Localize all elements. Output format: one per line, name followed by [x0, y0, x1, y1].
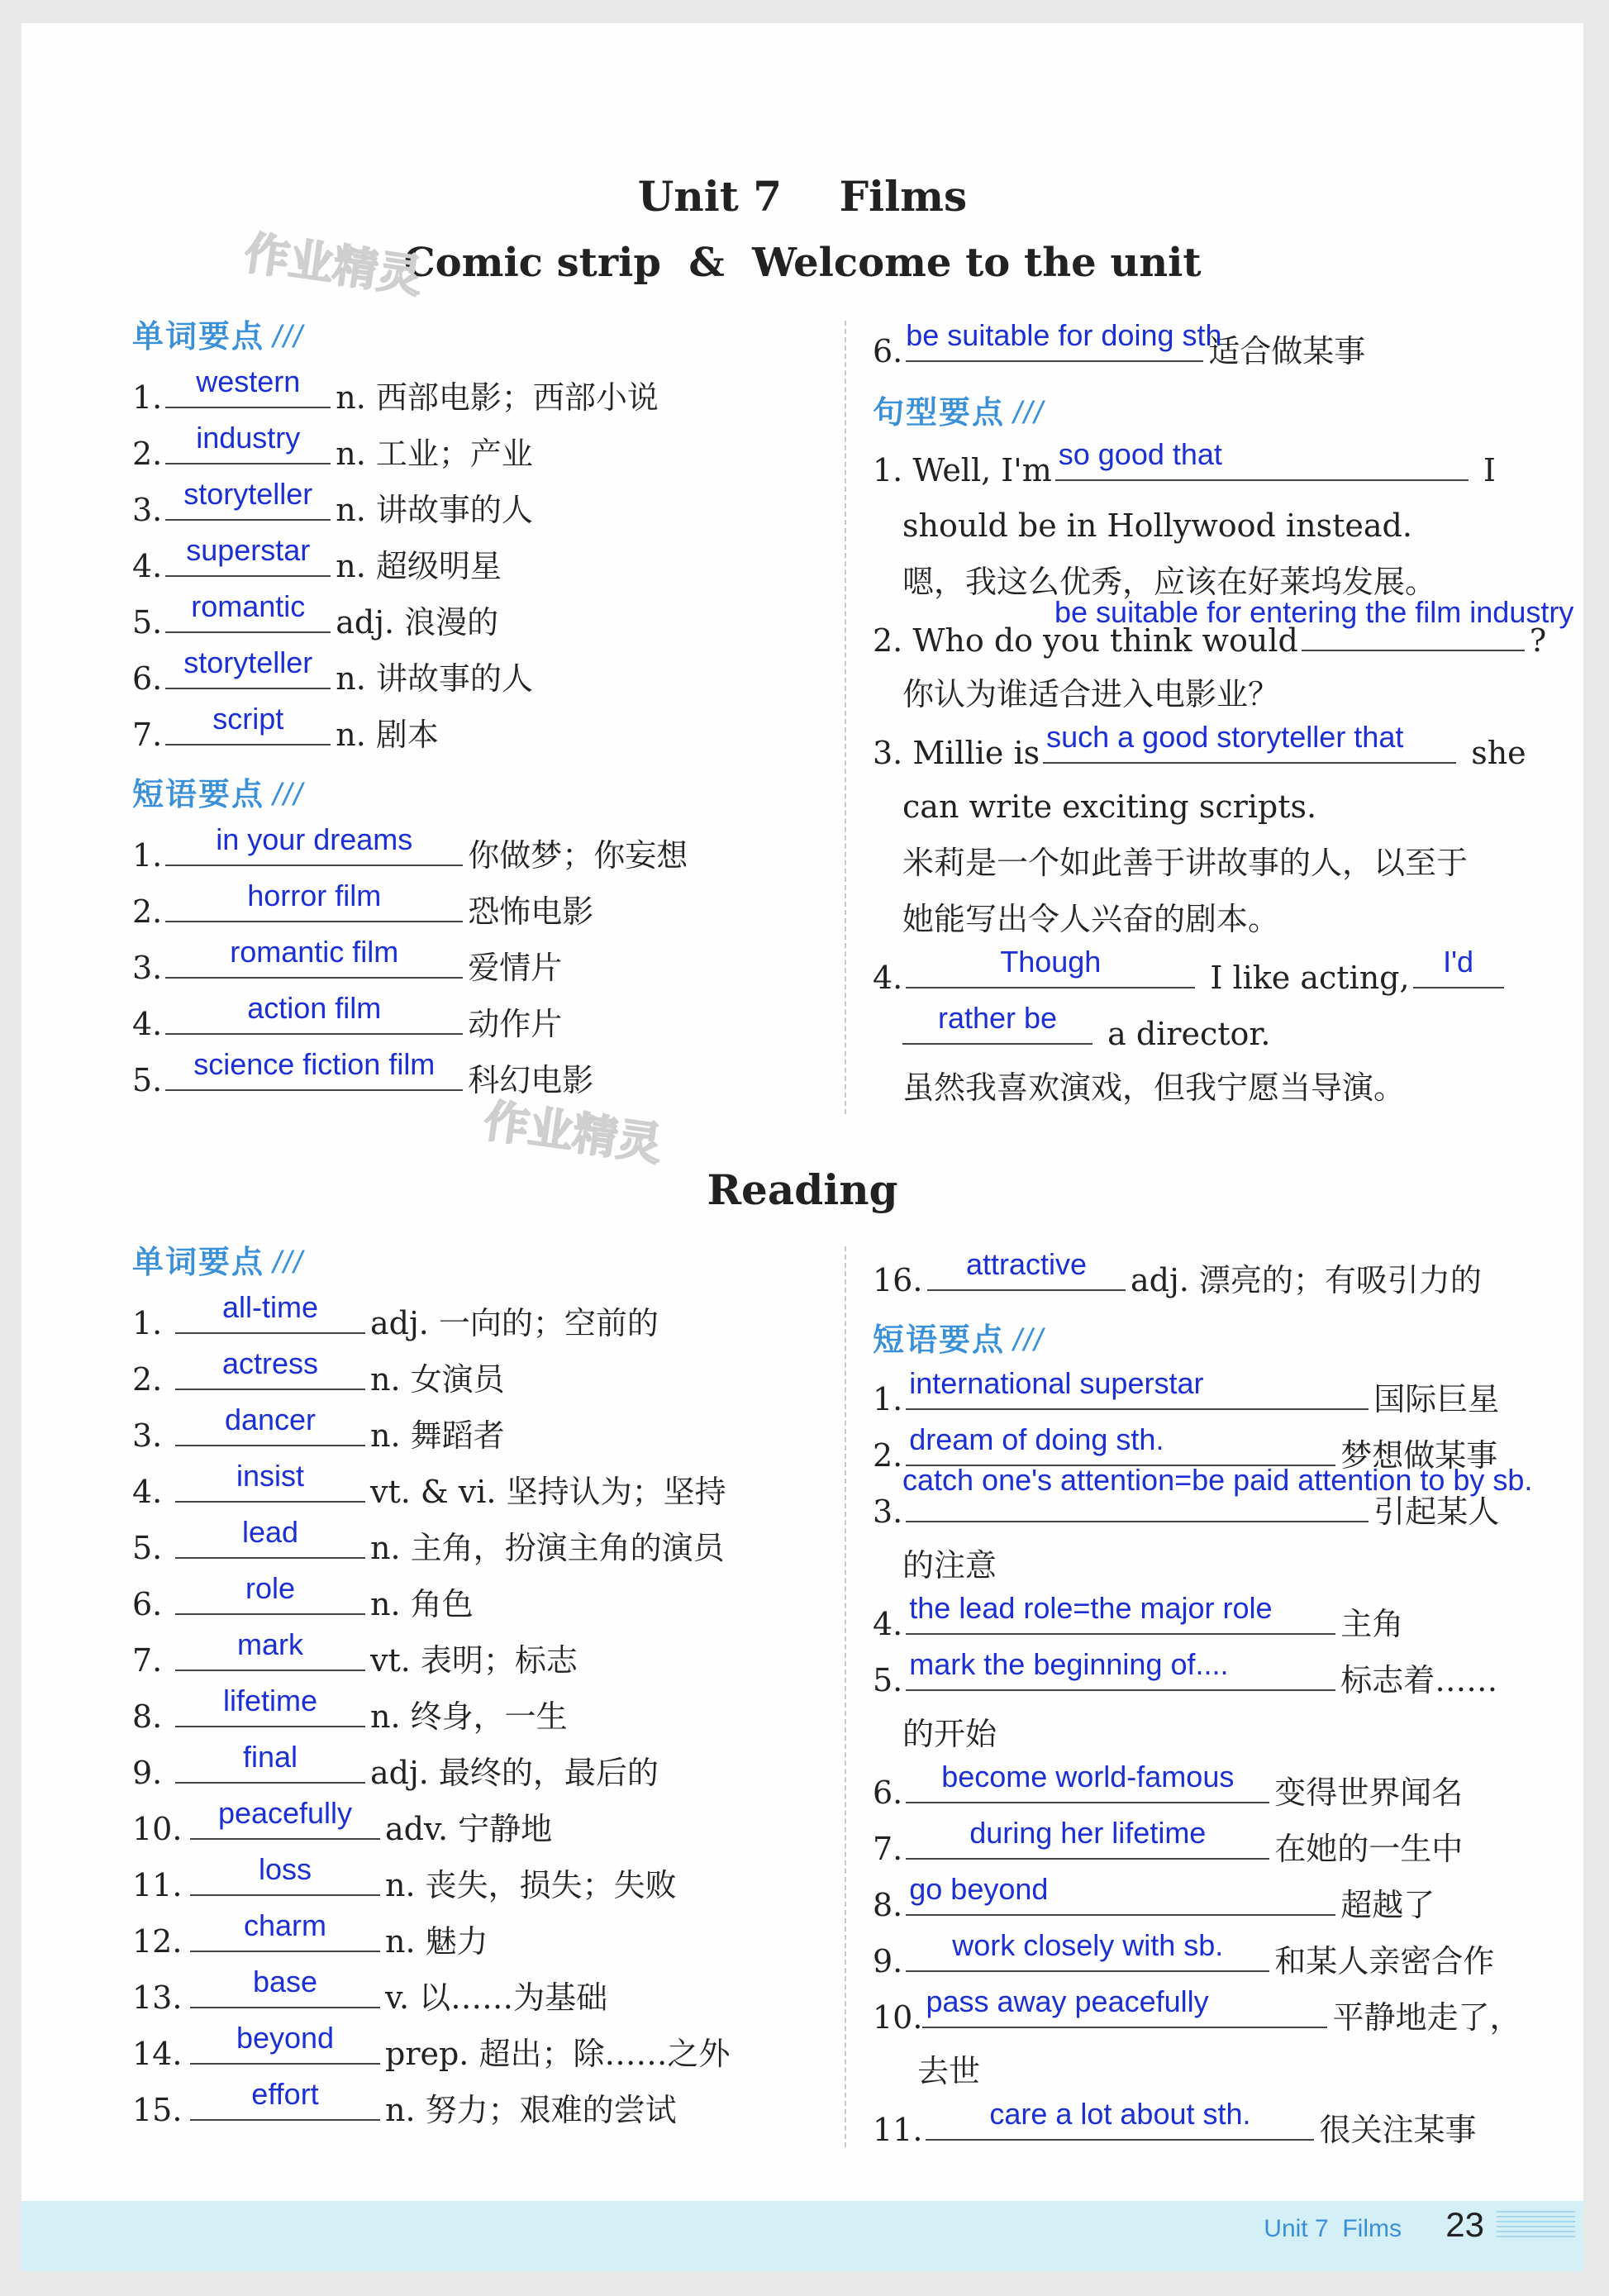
footer-decoration — [1497, 2211, 1575, 2241]
list-item: 6. role n. 角色 — [132, 1582, 474, 1624]
heading-slashes: /// — [273, 320, 304, 355]
answer-text: industry — [196, 421, 301, 455]
answer-text: storyteller — [183, 645, 313, 679]
list-item: 6. storyteller n. 讲故事的人 — [132, 656, 533, 698]
worksheet-page — [21, 23, 1583, 2271]
footer-unit-label: Unit 7 Films — [1264, 2215, 1402, 2242]
list-item: 1. all-time adj. 一向的；空前的 — [132, 1301, 659, 1343]
list-item: 13. base v. 以……为基础 — [132, 1975, 607, 2017]
sentence-line: rather be a director. — [902, 1012, 1270, 1054]
answer-text: base — [252, 1965, 318, 1998]
heading-slashes: /// — [1013, 396, 1045, 431]
answer-text: insist — [236, 1459, 305, 1493]
sentence-translation: 她能写出令人兴奋的剧本。 — [902, 901, 1280, 937]
section-subtitle: Comic strip & Welcome to the unit — [403, 240, 1202, 286]
watermark-middle: 作业精灵 — [481, 1094, 665, 1171]
answer-text: attractive — [965, 1247, 1088, 1281]
list-item: 14. beyond prep. 超出；除……之外 — [132, 2032, 730, 2074]
heading-label: 单词要点 — [132, 320, 265, 355]
reading-title: Reading — [707, 1165, 898, 1214]
answer-text: mark — [237, 1627, 303, 1661]
list-item: 15. effort n. 努力；艰难的尝试 — [132, 2088, 677, 2130]
list-item: 10. pass away peacefully 平静地走了， — [873, 1995, 1521, 2037]
list-item: 9. final adj. 最终的，最后的 — [132, 1751, 659, 1793]
list-item: 1. in your dreams 你做梦；你妄想 — [132, 833, 688, 875]
answer-text: care a lot about sth. — [989, 2097, 1251, 2131]
heading-label: 短语要点 — [132, 778, 265, 812]
answer-text: lifetime — [222, 1684, 318, 1717]
list-item: 2. horror film 恐怖电影 — [132, 889, 593, 931]
list-item: 4. superstar n. 超级明星 — [132, 544, 502, 586]
answer-text: international superstar — [909, 1366, 1204, 1400]
list-item: 9. work closely with sb. 和某人亲密合作 — [873, 1939, 1494, 1981]
heading-label: 短语要点 — [873, 1323, 1006, 1358]
list-item: 11. care a lot about sth. 很关注某事 — [873, 2108, 1476, 2150]
answer-text: dancer — [224, 1403, 317, 1436]
answer-text: romantic — [191, 589, 306, 623]
answer-text: role — [245, 1571, 296, 1605]
list-item: 2. actress n. 女演员 — [132, 1357, 505, 1399]
answer-text: charm — [243, 1908, 327, 1942]
answer-text: script — [212, 702, 284, 736]
list-item: 2. dream of doing sth. 梦想做某事 — [873, 1433, 1497, 1475]
answer-text: be suitable for doing sth — [906, 318, 1222, 352]
list-item: 5. mark the beginning of.... 标志着…… — [873, 1658, 1497, 1700]
list-item-continuation: 的注意 — [902, 1547, 997, 1584]
sentence-translation: 虽然我喜欢演戏，但我宁愿当导演。 — [902, 1069, 1406, 1106]
list-item: 7. script n. 剧本 — [132, 712, 439, 755]
words-heading-1 — [132, 311, 304, 356]
list-item: 6. be suitable for doing sth 适合做某事 — [873, 329, 1365, 371]
answer-text: romantic film — [230, 935, 399, 969]
heading-slashes: /// — [273, 778, 304, 812]
list-item: 3. romantic film 爱情片 — [132, 946, 562, 988]
answer-text: horror film — [247, 879, 382, 912]
list-item: 3. storyteller n. 讲故事的人 — [132, 488, 533, 530]
answer-text: actress — [221, 1346, 319, 1380]
answer-text: lead — [241, 1515, 299, 1549]
column-divider-bottom — [845, 1246, 846, 2147]
list-item: 1. international superstar 国际巨星 — [873, 1377, 1499, 1419]
answer-text: science fiction film — [193, 1047, 436, 1081]
answer-text: rather be — [937, 1001, 1058, 1035]
answer-text: all-time — [221, 1290, 318, 1324]
list-item: 2. industry n. 工业；产业 — [132, 431, 533, 474]
answer-text: peacefully — [217, 1796, 353, 1830]
list-item: 5. science fiction film 科幻电影 — [132, 1058, 593, 1100]
answer-text: the lead role=the major role — [909, 1591, 1273, 1625]
column-divider-top — [845, 321, 846, 1114]
sentence-item: 3. Millie is such a good storyteller that she — [873, 731, 1526, 773]
list-item: 11. loss n. 丧失，损失；失败 — [132, 1863, 677, 1905]
answer-text: catch one's attention=be paid attention to by sb. — [902, 1463, 1533, 1497]
watermark-top: 作业精灵 — [241, 226, 426, 303]
heading-label: 单词要点 — [132, 1246, 265, 1280]
sentence-translation: 嗯，我这么优秀，应该在好莱坞发展。 — [902, 564, 1437, 600]
answer-text: action film — [247, 991, 382, 1025]
sentence-line: should be in Hollywood instead. — [902, 507, 1412, 544]
answer-text: storyteller — [183, 477, 313, 511]
list-item: 3. 引起某人 — [873, 1489, 1499, 1531]
list-item-continuation: 去世 — [917, 2053, 981, 2089]
answer-text: western — [196, 364, 301, 398]
sentence-translation: 你认为谁适合进入电影业？ — [902, 676, 1280, 712]
list-item: 4. insist vt. & vi. 坚持认为；坚持 — [132, 1470, 726, 1512]
list-item-continuation: 的开始 — [902, 1716, 997, 1752]
answer-text: during her lifetime — [969, 1816, 1207, 1850]
sentence-translation: 米莉是一个如此善于讲故事的人，以至于 — [902, 845, 1469, 881]
heading-slashes: /// — [273, 1246, 304, 1280]
answer-text: such a good storyteller that — [1046, 720, 1404, 754]
answer-text: pass away peacefully — [926, 1984, 1209, 2018]
answer-text: dream of doing sth. — [909, 1422, 1164, 1456]
sentence-line: can write exciting scripts. — [902, 788, 1317, 825]
sentence-item: 4. Though I like acting, I'd — [873, 955, 1509, 998]
list-item: 12. charm n. 魅力 — [132, 1919, 488, 1961]
list-item: 16. attractive adj. 漂亮的；有吸引力的 — [873, 1258, 1482, 1300]
answer-text: final — [242, 1740, 298, 1774]
list-item: 10. peacefully adv. 宁静地 — [132, 1807, 552, 1849]
heading-slashes: /// — [1013, 1323, 1045, 1358]
answer-text: effort — [251, 2077, 319, 2111]
list-item: 5. lead n. 主角，扮演主角的演员 — [132, 1526, 725, 1568]
answer-text: in your dreams — [216, 822, 413, 856]
answer-text: work closely with sb. — [952, 1928, 1224, 1962]
list-item: 5. romantic adj. 浪漫的 — [132, 600, 498, 642]
answer-text: loss — [258, 1852, 312, 1886]
words-heading-2 — [132, 1236, 304, 1282]
phrases-heading-1 — [132, 769, 304, 814]
list-item: 1. western n. 西部电影；西部小说 — [132, 375, 659, 417]
list-item: 7. mark vt. 表明；标志 — [132, 1638, 578, 1680]
unit-title: Unit 7 Films — [637, 172, 968, 221]
answer-text: beyond — [236, 2021, 335, 2055]
answer-text: be suitable for entering the film industry — [1054, 595, 1574, 629]
sentence-item: 2. Who do you think would ? — [873, 618, 1546, 660]
phrases-heading-2 — [873, 1314, 1045, 1360]
sentence-item: 1. Well, I'm so good that I — [873, 448, 1496, 490]
list-item: 8. lifetime n. 终身，一生 — [132, 1694, 568, 1736]
page-number: 23 — [1445, 2205, 1484, 2244]
answer-text: so good that — [1058, 437, 1222, 471]
list-item: 6. become world-famous 变得世界闻名 — [873, 1770, 1463, 1813]
list-item: 4. action film 动作片 — [132, 1002, 562, 1044]
list-item: 8. go beyond 超越了 — [873, 1883, 1435, 1925]
list-item: 7. during her lifetime 在她的一生中 — [873, 1827, 1463, 1869]
list-item: 4. the lead role=the major role 主角 — [873, 1602, 1403, 1644]
heading-label: 句型要点 — [873, 396, 1006, 431]
answer-text: Though — [1000, 945, 1102, 979]
answer-text: go beyond — [909, 1872, 1049, 1906]
answer-text: superstar — [186, 533, 311, 567]
answer-text: I'd — [1443, 945, 1474, 979]
answer-text: mark the beginning of.... — [909, 1647, 1229, 1681]
sentences-heading — [873, 387, 1045, 432]
answer-text: become world-famous — [941, 1760, 1235, 1793]
list-item: 3. dancer n. 舞蹈者 — [132, 1413, 505, 1455]
